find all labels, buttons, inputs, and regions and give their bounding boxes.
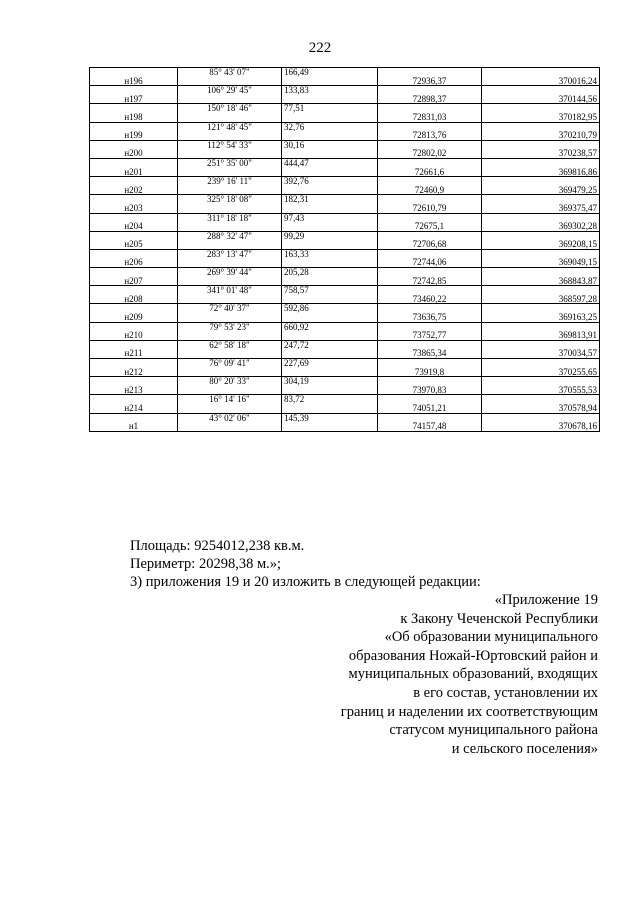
cell-point xyxy=(90,195,178,204)
table-row-segment xyxy=(90,322,600,331)
cell-y: 370210,79 xyxy=(482,131,600,140)
cell-length xyxy=(282,277,378,286)
cell-angle: 288° 32' 47" xyxy=(178,231,282,240)
cell-angle: 121° 48' 45" xyxy=(178,122,282,131)
table-row-segment xyxy=(90,395,600,404)
cell-length: 32,76 xyxy=(282,122,378,131)
cell-length: 592,86 xyxy=(282,304,378,313)
cell-length xyxy=(282,349,378,358)
cell-point: н197 xyxy=(90,95,178,104)
cell-length xyxy=(282,204,378,213)
cell-length: 163,33 xyxy=(282,249,378,258)
cell-angle xyxy=(178,258,282,267)
cell-angle: 62° 58' 18" xyxy=(178,340,282,349)
table-row-point xyxy=(90,404,600,413)
cell-angle xyxy=(178,295,282,304)
appendix-header-line: к Закону Чеченской Республики xyxy=(400,610,598,627)
cell-x xyxy=(378,177,482,186)
cell-x xyxy=(378,68,482,77)
cell-length: 97,43 xyxy=(282,213,378,222)
coordinates-table xyxy=(89,67,600,432)
cell-length xyxy=(282,368,378,377)
cell-x xyxy=(378,413,482,422)
cell-angle xyxy=(178,77,282,86)
cell-x: 73752,77 xyxy=(378,331,482,340)
cell-point: н202 xyxy=(90,186,178,195)
cell-x: 73636,75 xyxy=(378,313,482,322)
cell-angle xyxy=(178,222,282,231)
cell-y: 370182,95 xyxy=(482,113,600,122)
cell-y: 368843,87 xyxy=(482,277,600,286)
cell-y: 370144,56 xyxy=(482,95,600,104)
cell-y: 370678,16 xyxy=(482,422,600,431)
table-row-segment xyxy=(90,86,600,95)
cell-y xyxy=(482,122,600,131)
cell-y xyxy=(482,140,600,149)
table-row-segment xyxy=(90,340,600,349)
cell-length: 166,49 xyxy=(282,68,378,77)
cell-x xyxy=(378,377,482,386)
cell-length: 182,31 xyxy=(282,195,378,204)
appendix-header-line: образования Ножай-Юртовский район и xyxy=(348,647,598,664)
cell-y xyxy=(482,249,600,258)
cell-point xyxy=(90,304,178,313)
cell-length xyxy=(282,331,378,340)
cell-point: н214 xyxy=(90,404,178,413)
cell-x xyxy=(378,340,482,349)
cell-point: н200 xyxy=(90,149,178,158)
table-row-point xyxy=(90,277,600,286)
cell-x: 73970,83 xyxy=(378,386,482,395)
appendix-header-line: муниципальных образований, входящих xyxy=(348,666,598,683)
cell-angle xyxy=(178,149,282,158)
table-row-segment xyxy=(90,104,600,113)
cell-length xyxy=(282,113,378,122)
cell-x xyxy=(378,213,482,222)
cell-point xyxy=(90,68,178,77)
cell-angle: 112° 54' 33" xyxy=(178,140,282,149)
cell-angle: 239° 16' 11" xyxy=(178,177,282,186)
cell-angle: 85° 43' 07" xyxy=(178,68,282,77)
cell-point xyxy=(90,413,178,422)
table-row-segment xyxy=(90,195,600,204)
cell-x xyxy=(378,286,482,295)
table-row-point xyxy=(90,131,600,140)
cell-y: 370016,24 xyxy=(482,77,600,86)
cell-length xyxy=(282,240,378,249)
table-row-point xyxy=(90,95,600,104)
cell-x: 72661,6 xyxy=(378,168,482,177)
cell-x: 73919,8 xyxy=(378,368,482,377)
cell-x xyxy=(378,395,482,404)
cell-y xyxy=(482,340,600,349)
cell-length: 660,92 xyxy=(282,322,378,331)
cell-length: 444,47 xyxy=(282,158,378,167)
cell-length xyxy=(282,95,378,104)
table-row-point xyxy=(90,313,600,322)
cell-point: н205 xyxy=(90,240,178,249)
cell-y xyxy=(482,213,600,222)
cell-point: н208 xyxy=(90,295,178,304)
cell-y xyxy=(482,86,600,95)
cell-y xyxy=(482,395,600,404)
cell-point: н210 xyxy=(90,331,178,340)
cell-x: 72936,37 xyxy=(378,77,482,86)
table-row-point xyxy=(90,222,600,231)
cell-x: 72610,79 xyxy=(378,204,482,213)
cell-length: 758,57 xyxy=(282,286,378,295)
cell-angle xyxy=(178,386,282,395)
perimeter-line: Периметр: 20298,38 м.»; xyxy=(130,556,282,572)
table-row-point xyxy=(90,240,600,249)
cell-angle xyxy=(178,331,282,340)
table-row-segment xyxy=(90,177,600,186)
table-row-point xyxy=(90,258,600,267)
cell-length: 77,51 xyxy=(282,104,378,113)
cell-x xyxy=(378,322,482,331)
cell-point xyxy=(90,158,178,167)
table-row-segment xyxy=(90,413,600,422)
cell-y: 370034,57 xyxy=(482,349,600,358)
cell-length xyxy=(282,422,378,431)
cell-length xyxy=(282,404,378,413)
table-row-point xyxy=(90,331,600,340)
cell-length: 99,29 xyxy=(282,231,378,240)
cell-point xyxy=(90,249,178,258)
cell-angle xyxy=(178,349,282,358)
cell-angle xyxy=(178,95,282,104)
cell-y xyxy=(482,268,600,277)
cell-angle: 79° 53' 23" xyxy=(178,322,282,331)
cell-angle: 311° 18' 18" xyxy=(178,213,282,222)
cell-x xyxy=(378,140,482,149)
cell-x xyxy=(378,158,482,167)
cell-point xyxy=(90,322,178,331)
cell-length xyxy=(282,131,378,140)
cell-x: 72706,68 xyxy=(378,240,482,249)
cell-length: 83,72 xyxy=(282,395,378,404)
cell-angle xyxy=(178,277,282,286)
cell-y: 369816,86 xyxy=(482,168,600,177)
table-row-segment xyxy=(90,359,600,368)
cell-y: 369375,47 xyxy=(482,204,600,213)
amendment-item-3: 3) приложения 19 и 20 изложить в следующей редакции: xyxy=(130,574,481,590)
appendix-header-line: границ и наделении их соответствующим xyxy=(340,703,598,720)
cell-y xyxy=(482,359,600,368)
cell-length: 392,76 xyxy=(282,177,378,186)
cell-angle: 150° 18' 46" xyxy=(178,104,282,113)
cell-point: н198 xyxy=(90,113,178,122)
cell-length: 133,83 xyxy=(282,86,378,95)
cell-angle: 341° 01' 48" xyxy=(178,286,282,295)
table-row-segment xyxy=(90,68,600,77)
appendix-header-line: «Об образовании муниципального xyxy=(384,629,598,646)
cell-x xyxy=(378,359,482,368)
table-row-point xyxy=(90,204,600,213)
cell-point: н207 xyxy=(90,277,178,286)
cell-point: н199 xyxy=(90,131,178,140)
cell-length: 205,28 xyxy=(282,268,378,277)
cell-y: 370238,57 xyxy=(482,149,600,158)
cell-y xyxy=(482,68,600,77)
cell-x: 72460,9 xyxy=(378,186,482,195)
cell-point: н196 xyxy=(90,77,178,86)
cell-angle xyxy=(178,240,282,249)
cell-point: н201 xyxy=(90,168,178,177)
cell-angle xyxy=(178,168,282,177)
cell-y xyxy=(482,195,600,204)
cell-angle: 251° 35' 00" xyxy=(178,158,282,167)
appendix-header xyxy=(341,591,598,758)
cell-y: 370555,53 xyxy=(482,386,600,395)
cell-length xyxy=(282,186,378,195)
cell-x xyxy=(378,122,482,131)
table-row-segment xyxy=(90,158,600,167)
cell-length xyxy=(282,168,378,177)
table-row-point xyxy=(90,295,600,304)
cell-y: 369163,25 xyxy=(482,313,600,322)
cell-y xyxy=(482,413,600,422)
table-row-point xyxy=(90,113,600,122)
cell-angle xyxy=(178,131,282,140)
cell-angle: 76° 09' 41" xyxy=(178,359,282,368)
table-row-segment xyxy=(90,268,600,277)
cell-point: н1 xyxy=(90,422,178,431)
cell-length: 145,39 xyxy=(282,413,378,422)
cell-point xyxy=(90,359,178,368)
cell-point xyxy=(90,377,178,386)
cell-point: н212 xyxy=(90,368,178,377)
cell-angle: 106° 29' 45" xyxy=(178,86,282,95)
table-row-segment xyxy=(90,249,600,258)
cell-y: 368597,28 xyxy=(482,295,600,304)
cell-y: 369049,15 xyxy=(482,258,600,267)
cell-point: н206 xyxy=(90,258,178,267)
cell-y: 370255,65 xyxy=(482,368,600,377)
cell-y: 369479,25 xyxy=(482,186,600,195)
cell-point: н204 xyxy=(90,222,178,231)
cell-point xyxy=(90,286,178,295)
appendix-header-line: и сельского поселения» xyxy=(451,740,598,757)
cell-point: н213 xyxy=(90,386,178,395)
table-row-segment xyxy=(90,377,600,386)
table-row-segment xyxy=(90,286,600,295)
cell-point: н203 xyxy=(90,204,178,213)
cell-length xyxy=(282,149,378,158)
table-row-segment xyxy=(90,122,600,131)
cell-x: 72898,37 xyxy=(378,95,482,104)
cell-x: 72675,1 xyxy=(378,222,482,231)
cell-point: н211 xyxy=(90,349,178,358)
cell-point: н209 xyxy=(90,313,178,322)
table-row-segment xyxy=(90,231,600,240)
cell-point xyxy=(90,122,178,131)
cell-length: 30,16 xyxy=(282,140,378,149)
cell-y xyxy=(482,322,600,331)
cell-y xyxy=(482,377,600,386)
cell-length xyxy=(282,258,378,267)
table-row-segment xyxy=(90,140,600,149)
cell-point xyxy=(90,231,178,240)
cell-angle: 16° 14' 16" xyxy=(178,395,282,404)
cell-angle: 72° 40' 37" xyxy=(178,304,282,313)
cell-length xyxy=(282,295,378,304)
cell-length xyxy=(282,386,378,395)
appendix-header-line: статусом муниципального района xyxy=(389,722,598,739)
cell-length: 304,19 xyxy=(282,377,378,386)
cell-angle: 269° 39' 44" xyxy=(178,268,282,277)
cell-point xyxy=(90,213,178,222)
cell-y xyxy=(482,304,600,313)
cell-x xyxy=(378,268,482,277)
cell-y: 370578,94 xyxy=(482,404,600,413)
table-row-point xyxy=(90,368,600,377)
cell-x: 74157,48 xyxy=(378,422,482,431)
coordinates-table-body xyxy=(90,68,600,432)
table-row-segment xyxy=(90,213,600,222)
cell-x: 74051,21 xyxy=(378,404,482,413)
cell-angle xyxy=(178,404,282,413)
cell-angle: 283° 13' 47" xyxy=(178,249,282,258)
table-row-point xyxy=(90,186,600,195)
table-row-point xyxy=(90,349,600,358)
appendix-header-line: «Приложение 19 xyxy=(494,592,598,608)
cell-point xyxy=(90,340,178,349)
table-row-segment xyxy=(90,304,600,313)
cell-point xyxy=(90,140,178,149)
cell-length: 247,72 xyxy=(282,340,378,349)
cell-point xyxy=(90,104,178,113)
cell-length xyxy=(282,222,378,231)
cell-length xyxy=(282,77,378,86)
appendix-header-line: в его состав, установлении их xyxy=(413,684,598,701)
cell-point xyxy=(90,268,178,277)
cell-y: 369208,15 xyxy=(482,240,600,249)
table-row-point xyxy=(90,149,600,158)
cell-angle: 43° 02' 06" xyxy=(178,413,282,422)
cell-x: 72742,85 xyxy=(378,277,482,286)
cell-x: 72813,76 xyxy=(378,131,482,140)
cell-angle xyxy=(178,313,282,322)
cell-x xyxy=(378,249,482,258)
cell-y xyxy=(482,286,600,295)
cell-x: 72802,02 xyxy=(378,149,482,158)
cell-point xyxy=(90,395,178,404)
cell-x: 72831,03 xyxy=(378,113,482,122)
table-row-point xyxy=(90,386,600,395)
cell-length: 227,69 xyxy=(282,359,378,368)
cell-angle xyxy=(178,113,282,122)
cell-y xyxy=(482,177,600,186)
cell-y xyxy=(482,158,600,167)
cell-point xyxy=(90,86,178,95)
cell-x: 73865,34 xyxy=(378,349,482,358)
cell-angle xyxy=(178,368,282,377)
cell-x: 72744,06 xyxy=(378,258,482,267)
cell-angle: 325° 18' 08" xyxy=(178,195,282,204)
page-number: 222 xyxy=(308,40,332,56)
cell-x xyxy=(378,195,482,204)
cell-y: 369813,91 xyxy=(482,331,600,340)
cell-x xyxy=(378,104,482,113)
cell-x xyxy=(378,304,482,313)
cell-angle xyxy=(178,422,282,431)
cell-angle: 80° 20' 33" xyxy=(178,377,282,386)
cell-angle xyxy=(178,204,282,213)
cell-length xyxy=(282,313,378,322)
cell-point xyxy=(90,177,178,186)
cell-x xyxy=(378,86,482,95)
cell-x xyxy=(378,231,482,240)
table-row-point xyxy=(90,422,600,431)
cell-angle xyxy=(178,186,282,195)
table-row-point xyxy=(90,168,600,177)
cell-y: 369302,28 xyxy=(482,222,600,231)
area-line: Площадь: 9254012,238 кв.м. xyxy=(130,538,305,554)
cell-y xyxy=(482,231,600,240)
table-row-point xyxy=(90,77,600,86)
cell-y xyxy=(482,104,600,113)
cell-x: 73460,22 xyxy=(378,295,482,304)
